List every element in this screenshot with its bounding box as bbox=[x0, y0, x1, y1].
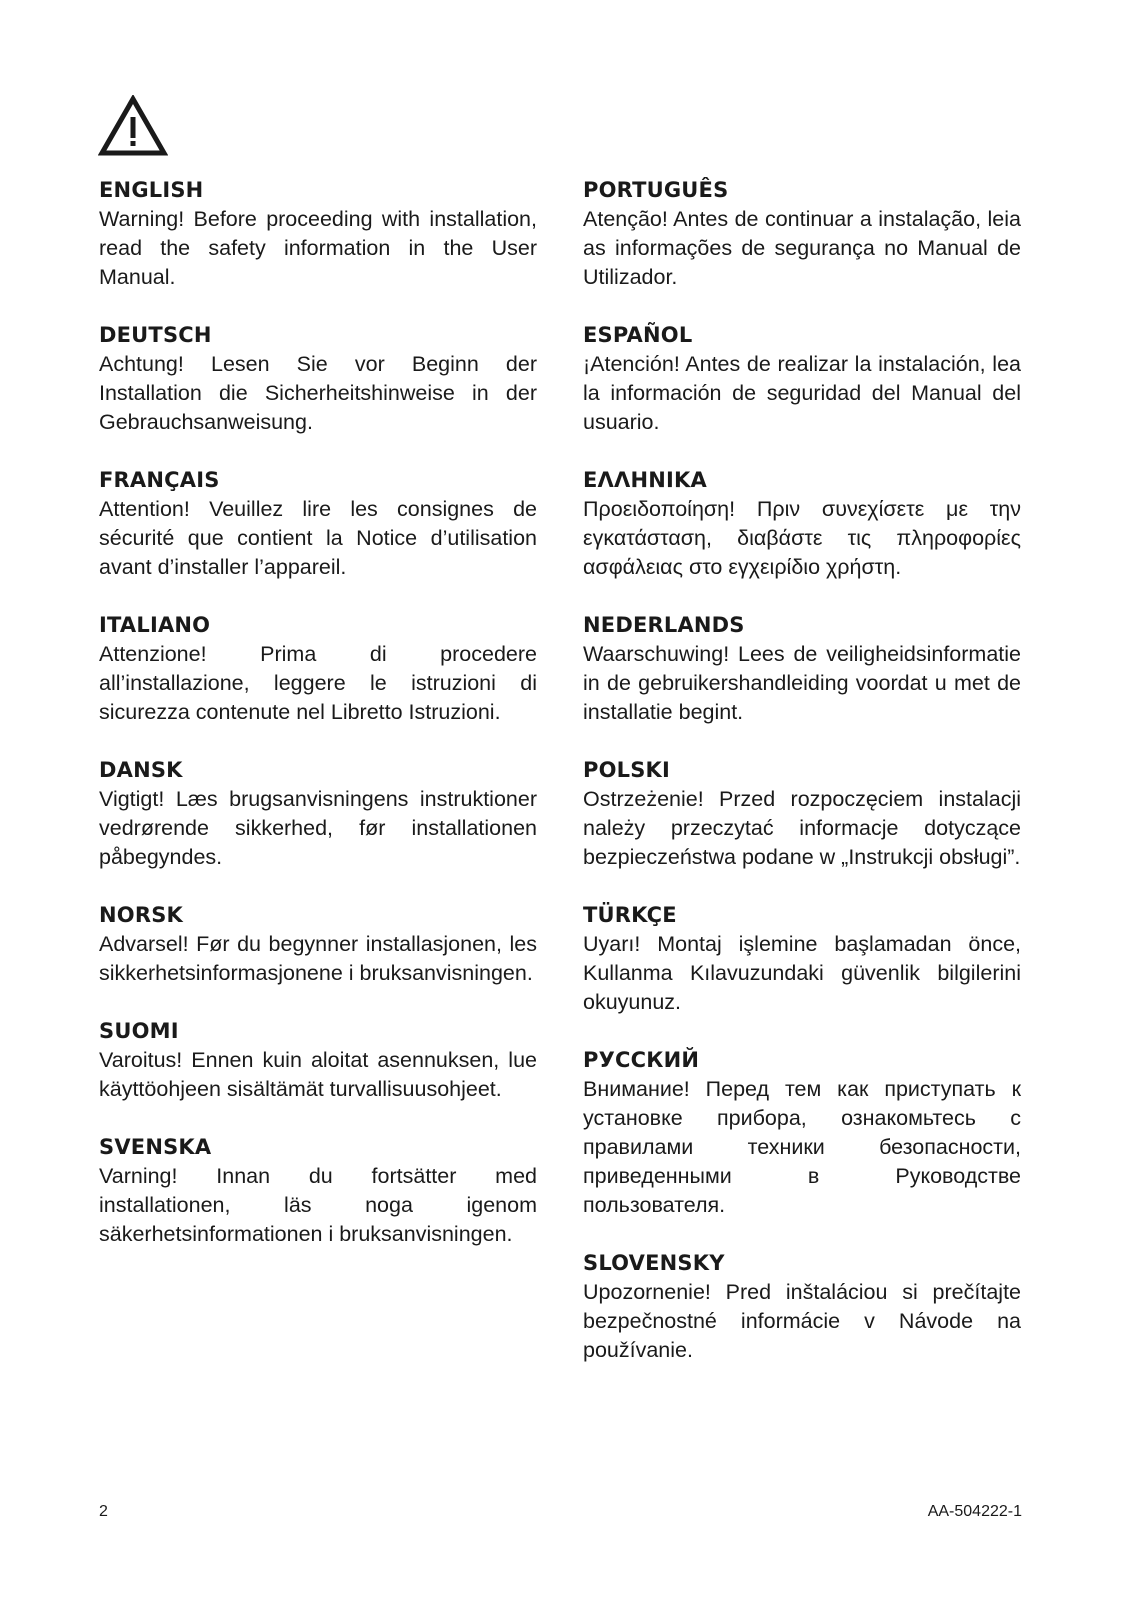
section-suomi bbox=[99, 1017, 537, 1104]
section-nederlands bbox=[583, 611, 1021, 727]
section-russkiy bbox=[583, 1046, 1021, 1220]
page-number: 2 bbox=[99, 1503, 108, 1520]
warning-text: Προειδοποίηση! Πριν συνεχίσετε με την εγκατάσταση, διαβάστε τις πληροφορίες ασφάλειας στο εγχειρίδιο χρήστη. bbox=[583, 497, 1021, 579]
left-column bbox=[99, 176, 537, 1278]
section-english bbox=[99, 176, 537, 292]
section-norsk bbox=[99, 901, 537, 988]
warning-triangle-icon bbox=[98, 95, 168, 157]
language-heading: ESPAÑOL bbox=[583, 323, 693, 347]
language-heading: DANSK bbox=[99, 758, 183, 782]
warning-text: Varning! Innan du fortsätter med installationen, läs noga igenom säkerhetsinformationen i bruksanvisningen. bbox=[99, 1164, 537, 1246]
section-deutsch bbox=[99, 321, 537, 437]
warning-text: Uyarı! Montaj işlemine başlamadan önce, Kullanma Kılavuzundaki güvenlik bilgilerini okuyunuz. bbox=[583, 932, 1021, 1014]
language-heading: РУССКИЙ bbox=[583, 1048, 700, 1072]
section-svenska bbox=[99, 1133, 537, 1249]
warning-text: Upozornenie! Pred inštaláciou si prečítajte bezpečnostné informácie v Návode na používanie. bbox=[583, 1280, 1021, 1362]
language-heading: PORTUGUÊS bbox=[583, 178, 729, 202]
section-dansk bbox=[99, 756, 537, 872]
section-espanol bbox=[583, 321, 1021, 437]
warning-text: Ostrzeżenie! Przed rozpoczęciem instalacji należy przeczytać informacje dotyczące bezpieczeństwa podane w „Instrukcji obsługi”. bbox=[583, 787, 1021, 869]
section-ellinika bbox=[583, 466, 1021, 582]
section-portugues bbox=[583, 176, 1021, 292]
language-heading: FRANÇAIS bbox=[99, 468, 220, 492]
language-heading: SLOVENSKY bbox=[583, 1251, 725, 1275]
section-slovensky bbox=[583, 1249, 1021, 1365]
warning-text: Warning! Before proceeding with installation, read the safety information in the User Manual. bbox=[99, 207, 537, 289]
language-heading: ITALIANO bbox=[99, 613, 211, 637]
language-heading: NEDERLANDS bbox=[583, 613, 745, 637]
warning-text: Attention! Veuillez lire les consignes de sécurité que contient la Notice d’utilisation avant d’installer l’appareil. bbox=[99, 497, 537, 579]
warning-text: ¡Atención! Antes de realizar la instalación, lea la información de seguridad del Manual del usuario. bbox=[583, 352, 1021, 434]
language-heading: ΕΛΛΗΝΙΚΑ bbox=[583, 468, 707, 492]
language-heading: SUOMI bbox=[99, 1019, 179, 1043]
language-heading: POLSKI bbox=[583, 758, 671, 782]
language-heading: ENGLISH bbox=[99, 178, 204, 202]
warning-text: Waarschuwing! Lees de veiligheidsinformatie in de gebruikershandleiding voordat u met de installatie begint. bbox=[583, 642, 1021, 724]
section-italiano bbox=[99, 611, 537, 727]
section-turkce bbox=[583, 901, 1021, 1017]
warning-text: Advarsel! Før du begynner installasjonen, les sikkerhetsinformasjonene i bruksanvisningen. bbox=[99, 932, 537, 985]
language-heading: TÜRKÇE bbox=[583, 903, 677, 927]
right-column bbox=[583, 176, 1021, 1394]
section-francais bbox=[99, 466, 537, 582]
warning-text: Atenção! Antes de continuar a instalação, leia as informações de segurança no Manual de Utilizador. bbox=[583, 207, 1021, 289]
language-heading: DEUTSCH bbox=[99, 323, 212, 347]
document-code: AA-504222-1 bbox=[927, 1503, 1022, 1520]
section-polski bbox=[583, 756, 1021, 872]
language-heading: NORSK bbox=[99, 903, 183, 927]
warning-text: Achtung! Lesen Sie vor Beginn der Installation die Sicherheitshinweise in der Gebrauchsanweisung. bbox=[99, 352, 537, 434]
warning-text: Vigtigt! Læs brugsanvisningens instruktioner vedrørende sikkerhed, før installationen påbegyndes. bbox=[99, 787, 537, 869]
language-heading: SVENSKA bbox=[99, 1135, 212, 1159]
warning-text: Varoitus! Ennen kuin aloitat asennuksen, lue käyttöohjeen sisältämät turvallisuusohjeet. bbox=[99, 1048, 537, 1101]
warning-text: Attenzione! Prima di procedere all’installazione, leggere le istruzioni di sicurezza contenute nel Libretto Istruzioni. bbox=[99, 642, 537, 724]
warning-text: Внимание! Перед тем как приступать к установке прибора, ознакомьтесь с правилами техники безопасности, приведенными в Руководстве пользователя. bbox=[583, 1077, 1021, 1217]
